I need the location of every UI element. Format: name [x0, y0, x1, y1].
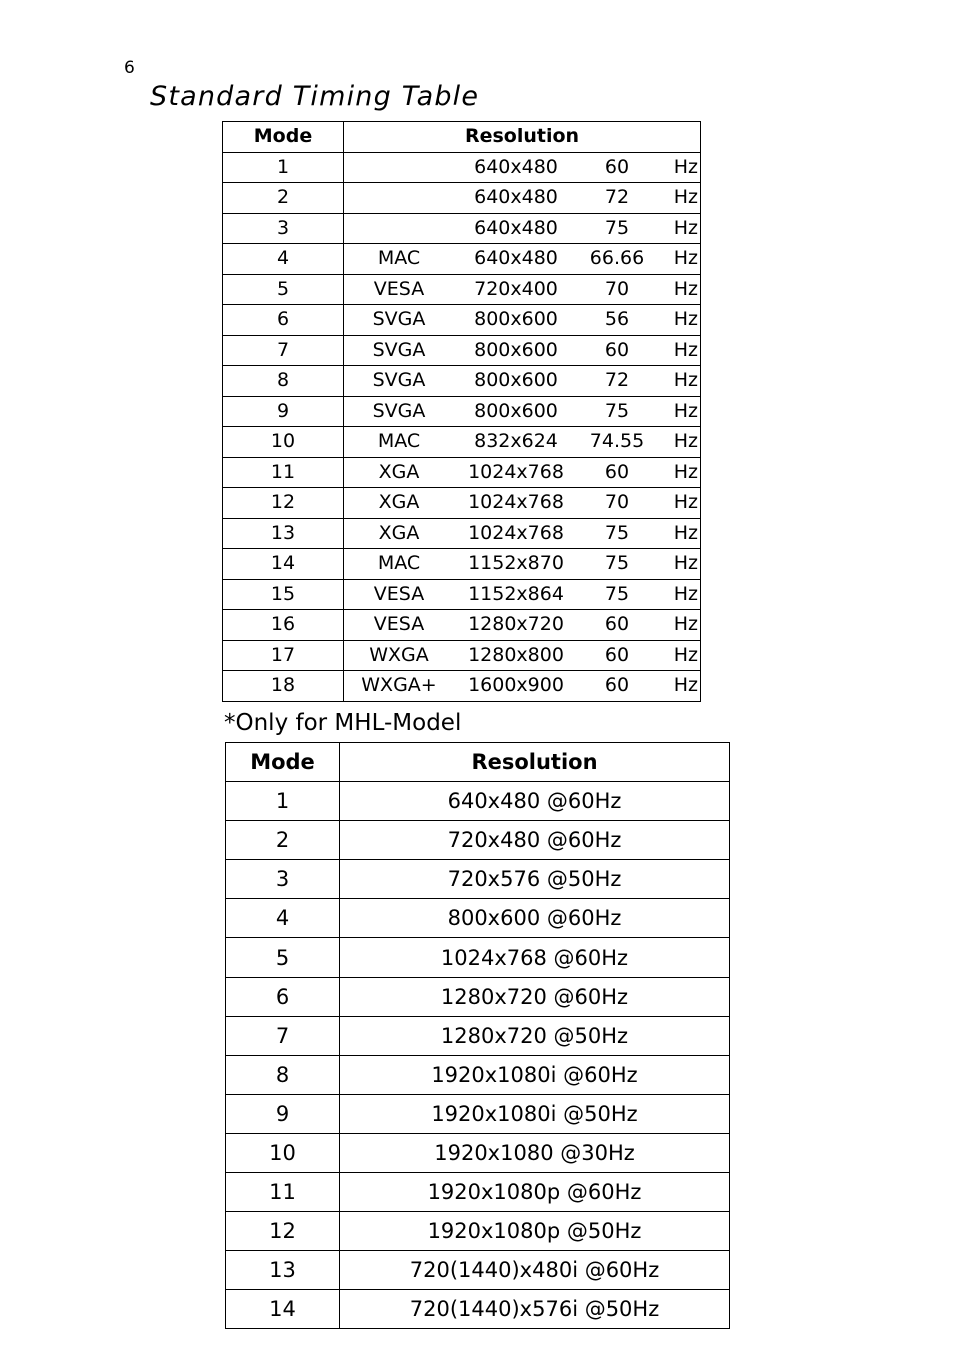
mode-cell: 10: [226, 1133, 340, 1172]
refresh-rate-unit: Hz: [673, 247, 698, 269]
resolution-column-header: Resolution: [340, 743, 730, 782]
mode-column-header: Mode: [223, 122, 344, 153]
resolution-cell: 1920x1080p @50Hz: [340, 1212, 730, 1251]
mode-cell: 10: [223, 427, 344, 458]
resolution-cell: 640x480 @60Hz: [340, 782, 730, 821]
resolution-value: 640x480: [474, 155, 558, 178]
refresh-rate-value: 75: [604, 216, 630, 239]
mode-cell: 8: [223, 366, 344, 397]
resolution-cell: [344, 671, 701, 702]
refresh-rate-unit: Hz: [673, 430, 698, 452]
mhl-timing-table: [225, 742, 730, 1329]
table-header-row: [226, 743, 730, 782]
standard-label: SVGA: [372, 308, 426, 330]
resolution-cell: [344, 518, 701, 549]
table-row: [226, 938, 730, 977]
resolution-value: 1152x870: [468, 552, 564, 574]
refresh-rate-unit: Hz: [673, 674, 698, 696]
resolution-value: 800x600: [474, 308, 558, 330]
refresh-rate-unit: Hz: [673, 399, 698, 422]
standard-label: SVGA: [372, 338, 426, 361]
mode-cell: 3: [226, 860, 340, 899]
mode-cell: 8: [226, 1055, 340, 1094]
refresh-rate-unit: Hz: [673, 460, 698, 483]
refresh-rate-unit: Hz: [673, 338, 698, 361]
refresh-rate-value: 60: [604, 613, 630, 635]
table-row: [226, 860, 730, 899]
refresh-rate-unit: Hz: [673, 308, 698, 330]
resolution-value: 640x480: [474, 216, 558, 239]
mode-cell: 18: [223, 671, 344, 702]
refresh-rate-unit: Hz: [673, 155, 698, 178]
resolution-value: 832x624: [474, 430, 558, 452]
table-row: [223, 244, 701, 275]
resolution-header-label: Resolution: [464, 125, 580, 148]
table-row: [226, 1016, 730, 1055]
refresh-rate-unit: Hz: [673, 521, 698, 544]
refresh-rate-value: 56: [604, 308, 630, 330]
standard-label: WXGA: [369, 643, 429, 666]
mode-cell: 7: [223, 335, 344, 366]
resolution-cell: [344, 427, 701, 458]
resolution-cell: 720(1440)x576i @50Hz: [340, 1290, 730, 1329]
resolution-value: 1280x720: [468, 613, 564, 635]
refresh-rate-value: 60: [604, 155, 630, 178]
standard-label: VESA: [373, 582, 425, 605]
refresh-rate-value: 60: [604, 643, 630, 666]
resolution-cell: [344, 396, 701, 427]
mode-cell: 13: [226, 1251, 340, 1290]
table-row: [226, 1290, 730, 1329]
refresh-rate-value: 70: [604, 277, 630, 300]
refresh-rate-value: 60: [604, 460, 630, 483]
refresh-rate-value: 70: [604, 491, 630, 513]
resolution-value: 720x400: [474, 277, 558, 300]
refresh-rate-unit: Hz: [673, 582, 698, 605]
resolution-cell: 1280x720 @50Hz: [340, 1016, 730, 1055]
resolution-cell: 1920x1080i @50Hz: [340, 1094, 730, 1133]
mode-cell: 6: [226, 977, 340, 1016]
refresh-rate-unit: Hz: [673, 186, 698, 208]
resolution-cell: [344, 366, 701, 397]
table-row: [226, 1094, 730, 1133]
mode-cell: 12: [223, 488, 344, 519]
refresh-rate-unit: Hz: [673, 613, 698, 635]
table-row: [223, 640, 701, 671]
table-row: [223, 183, 701, 214]
refresh-rate-value: 74.55: [589, 430, 645, 452]
resolution-value: 1600x900: [468, 674, 564, 696]
resolution-cell: [344, 213, 701, 244]
table-row: [223, 274, 701, 305]
mode-cell: 14: [226, 1290, 340, 1329]
table-row: [226, 782, 730, 821]
refresh-rate-value: 72: [604, 186, 630, 208]
page-title: Standard Timing Table: [150, 81, 480, 112]
mode-cell: 5: [226, 938, 340, 977]
resolution-value: 800x600: [474, 338, 558, 361]
mode-cell: 7: [226, 1016, 340, 1055]
table-row: [226, 1212, 730, 1251]
table-header-row: [223, 122, 701, 153]
mode-cell: 17: [223, 640, 344, 671]
standard-label: VESA: [373, 613, 425, 635]
resolution-cell: [344, 244, 701, 275]
resolution-cell: 1024x768 @60Hz: [340, 938, 730, 977]
resolution-cell: 1920x1080p @60Hz: [340, 1173, 730, 1212]
table-row: [226, 1133, 730, 1172]
standard-label: XGA: [378, 491, 420, 513]
mode-cell: 6: [223, 305, 344, 336]
table-row: [226, 1173, 730, 1212]
resolution-cell: [344, 488, 701, 519]
resolution-cell: [344, 335, 701, 366]
refresh-rate-value: 75: [604, 399, 630, 422]
mode-cell: 9: [223, 396, 344, 427]
mode-cell: 15: [223, 579, 344, 610]
standard-label: MAC: [377, 430, 421, 452]
resolution-cell: [344, 274, 701, 305]
standard-timing-table: [222, 121, 701, 702]
refresh-rate-unit: Hz: [673, 277, 698, 300]
refresh-rate-value: 75: [604, 521, 630, 544]
resolution-value: 1280x800: [468, 643, 564, 666]
refresh-rate-unit: Hz: [673, 491, 698, 513]
resolution-cell: [344, 549, 701, 580]
refresh-rate-value: 60: [604, 674, 630, 696]
refresh-rate-unit: Hz: [673, 369, 698, 391]
table-row: [223, 457, 701, 488]
resolution-cell: 1280x720 @60Hz: [340, 977, 730, 1016]
mode-cell: 14: [223, 549, 344, 580]
resolution-cell: 1920x1080i @60Hz: [340, 1055, 730, 1094]
table-row: [223, 488, 701, 519]
table-row: [223, 518, 701, 549]
table-row: [226, 1251, 730, 1290]
table-row: [223, 671, 701, 702]
standard-label: VESA: [373, 277, 425, 300]
table-row: [223, 152, 701, 183]
standard-label: MAC: [377, 247, 421, 269]
resolution-cell: 720(1440)x480i @60Hz: [340, 1251, 730, 1290]
table-row: [223, 610, 701, 641]
resolution-cell: [344, 610, 701, 641]
resolution-cell: [344, 183, 701, 214]
table-row: [226, 821, 730, 860]
mode-cell: 2: [223, 183, 344, 214]
table-row: [226, 1055, 730, 1094]
mode-cell: 13: [223, 518, 344, 549]
table-row: [223, 366, 701, 397]
standard-label: SVGA: [372, 369, 426, 391]
resolution-cell: [344, 457, 701, 488]
mode-cell: 16: [223, 610, 344, 641]
table-row: [223, 396, 701, 427]
table-row: [223, 335, 701, 366]
mode-cell: 11: [226, 1173, 340, 1212]
mode-column-header: Mode: [226, 743, 340, 782]
resolution-value: 1024x768: [468, 491, 564, 513]
standard-label: XGA: [378, 460, 420, 483]
mode-cell: 3: [223, 213, 344, 244]
resolution-cell: [344, 305, 701, 336]
resolution-cell: 1920x1080 @30Hz: [340, 1133, 730, 1172]
resolution-cell: 720x480 @60Hz: [340, 821, 730, 860]
resolution-value: 1024x768: [468, 460, 564, 483]
mhl-timing-table-body: [226, 782, 730, 1329]
mode-cell: 5: [223, 274, 344, 305]
refresh-rate-value: 60: [604, 338, 630, 361]
mhl-model-note: *Only for MHL-Model: [224, 710, 462, 736]
resolution-value: 640x480: [474, 186, 558, 208]
resolution-value: 800x600: [474, 399, 558, 422]
refresh-rate-value: 75: [604, 582, 630, 605]
table-row: [223, 305, 701, 336]
mode-cell: 2: [226, 821, 340, 860]
resolution-value: 640x480: [474, 247, 558, 269]
refresh-rate-unit: Hz: [673, 643, 698, 666]
refresh-rate-unit: Hz: [673, 552, 698, 574]
refresh-rate-value: 66.66: [589, 247, 645, 269]
mode-cell: 4: [223, 244, 344, 275]
resolution-column-header: [344, 122, 701, 153]
refresh-rate-value: 75: [604, 552, 630, 574]
mode-cell: 11: [223, 457, 344, 488]
resolution-value: 1152x864: [468, 582, 564, 605]
table-row: [226, 899, 730, 938]
standard-label: XGA: [378, 521, 420, 544]
table-row: [223, 549, 701, 580]
mode-cell: 9: [226, 1094, 340, 1133]
table-row: [223, 427, 701, 458]
mode-cell: 4: [226, 899, 340, 938]
resolution-cell: [344, 579, 701, 610]
resolution-cell: 720x576 @50Hz: [340, 860, 730, 899]
standard-label: SVGA: [372, 399, 426, 422]
table-row: [223, 579, 701, 610]
table-row: [226, 977, 730, 1016]
resolution-cell: [344, 152, 701, 183]
resolution-value: 1024x768: [468, 521, 564, 544]
standard-label: WXGA+: [361, 674, 437, 696]
standard-timing-table-body: [223, 152, 701, 701]
refresh-rate-value: 72: [604, 369, 630, 391]
mode-cell: 1: [226, 782, 340, 821]
standard-label: MAC: [377, 552, 421, 574]
resolution-cell: [344, 640, 701, 671]
resolution-value: 800x600: [474, 369, 558, 391]
table-row: [223, 213, 701, 244]
page-number: 6: [124, 58, 135, 78]
mode-cell: 12: [226, 1212, 340, 1251]
mode-cell: 1: [223, 152, 344, 183]
resolution-cell: 800x600 @60Hz: [340, 899, 730, 938]
refresh-rate-unit: Hz: [673, 216, 698, 239]
